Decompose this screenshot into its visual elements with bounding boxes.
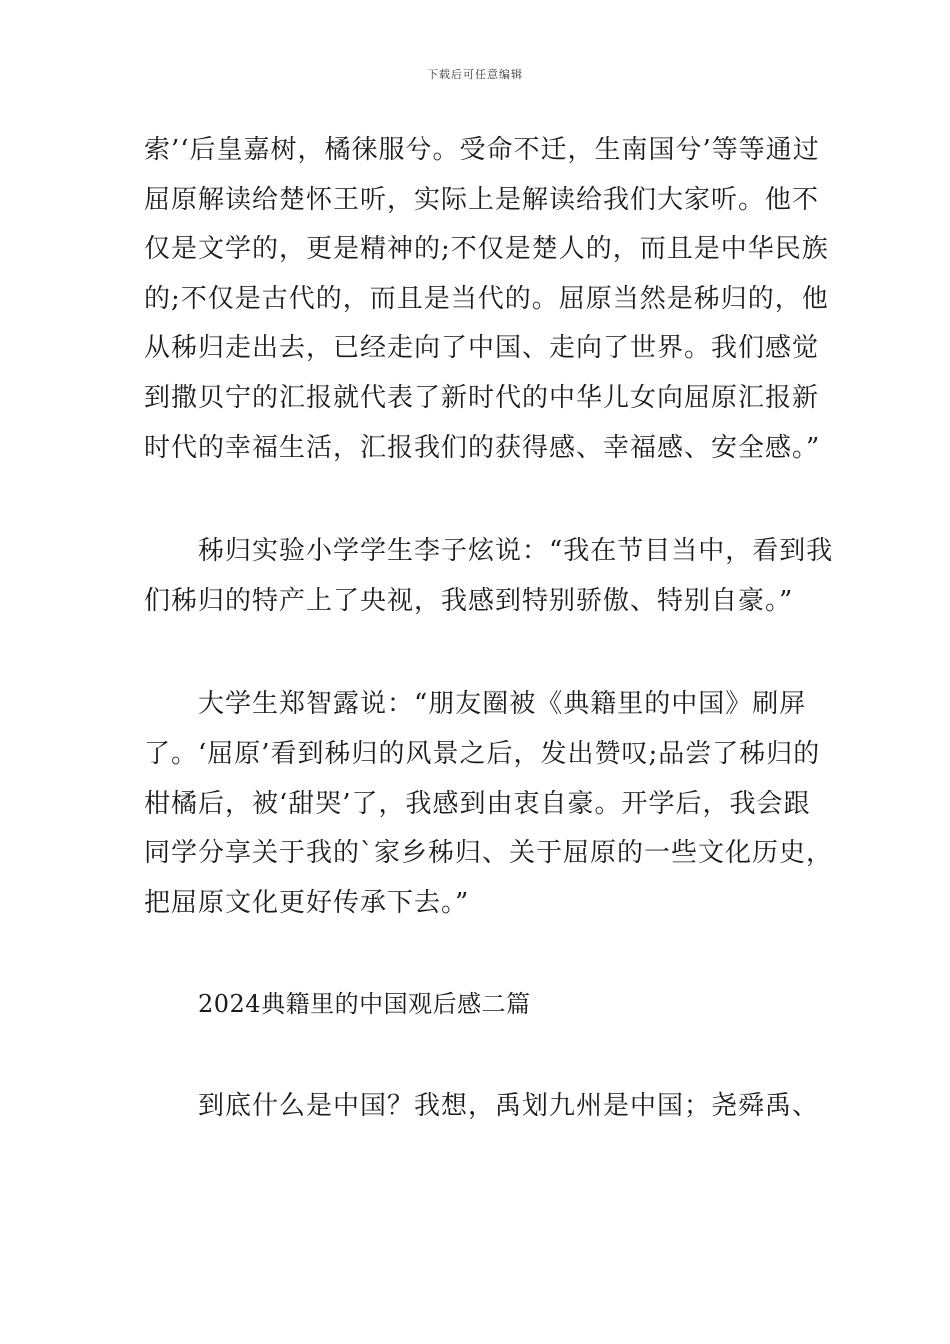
section-title: 2024典籍里的中国观后感二篇 [198,990,531,1019]
paragraph-continuation: 索’‘后皇嘉树，橘徕服兮。受命不迁，生南国兮’等等通过屈原解读给楚怀王听，实际上是解读给我们大家听。他不仅是文学的，更是精神的;不仅是楚人的，而且是中华民族的;不仅是古代的，而且是当代的。屈原当然是秭归的，他从秭归走出去，已经走向了中国、走向了世界。我们感觉到撒贝宁的汇报就代表了新时代的中华儿女向屈原汇报新时代的幸福生活，汇报我们的获得感、幸福感、安全感。” [144,135,829,463]
document-body [144,126,834,1132]
paragraph-spacer [144,626,834,680]
header-note: 下载后可任意编辑 [427,68,523,81]
paragraph-spacer [144,473,834,527]
paragraph-spacer [144,928,834,980]
paragraph-student-quote: 秭归实验小学学生李子炫说：“我在节目当中，看到我们秭归的特产上了央视，我感到特别骄傲、特别自豪。” [144,536,834,616]
paragraph-what-is-china: 到底什么是中国？我想，禹划九州是中国；尧舜禹、 [198,1090,820,1121]
paragraph-spacer [144,1030,834,1082]
paragraph-university-quote: 大学生郑智露说：“朋友圈被《典籍里的中国》刷屏了。‘屈原’看到秭归的风景之后，发出赞叹;品尝了秭归的柑橘后，被‘甜哭’了，我感到由衷自豪。开学后，我会跟同学分享关于我的`家乡秭归、关于屈原的一些文化历史，把屈原文化更好传承下去。” [144,689,834,918]
